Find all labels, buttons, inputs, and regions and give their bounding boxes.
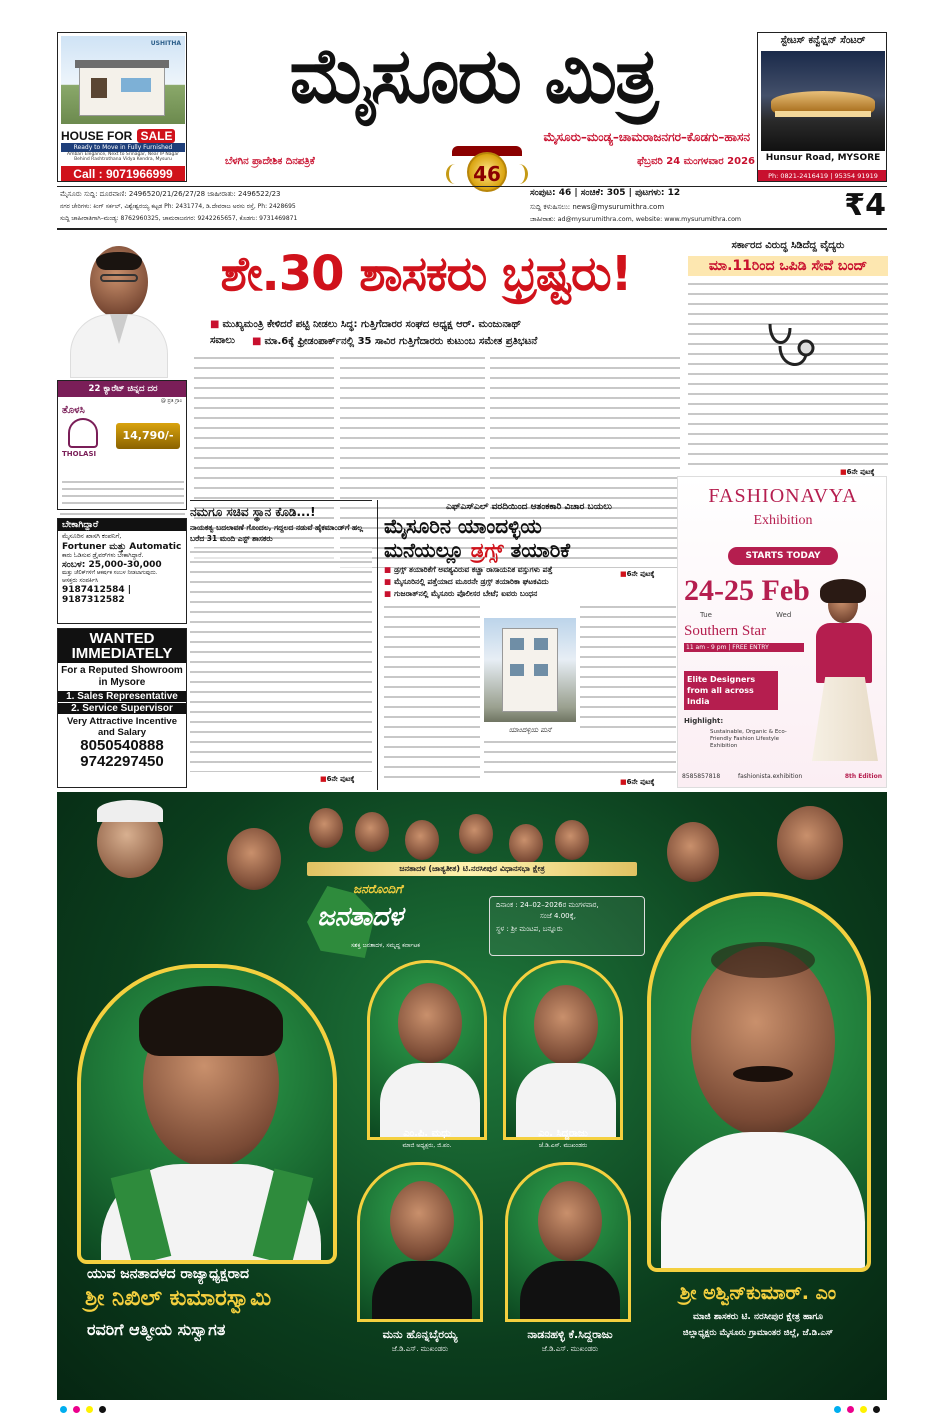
volume-line: ಸಂಪುಟ: 46 | ಸಂಚಿಕೆ: 305 | ಪುಟಗಳು: 12 — [530, 188, 681, 198]
jds-party-line: ಜನತಾದಳ (ಜಾತ್ಯತೀತ) ಟಿ.ನರಸೀಪುರ ವಿಧಾನಸಭಾ ಕ್ಷೇತ್ರ — [307, 862, 637, 876]
jds-banner — [57, 792, 887, 1400]
convention-phone: Ph: 0821-2416419 | 95354 91919 — [758, 170, 887, 182]
fashion-highlight: Highlight: — [684, 717, 724, 725]
janatadala-logo: ಜನರೊಂದಿಗೆ ಜನತಾದಳ ಸಶಕ್ತ ಜನತಾದಳ, ಸಮೃದ್ಧ ಕರ್ನಾಟಕ — [307, 880, 487, 962]
event-date: ದಿನಾಂಕ : 24–02–2026ರ ಮಂಗಳವಾರ, — [496, 901, 599, 909]
left-name: ಶ್ರೀ ನಿಖಿಲ್ ಕುಮಾರಸ್ವಾಮಿ — [85, 1286, 272, 1311]
fashion-phone[interactable]: 8585857818 — [682, 773, 721, 780]
registration-marks-left — [60, 1406, 150, 1414]
candidate-1-role: ಮಾಜಿ ಅಧ್ಯಕ್ಷರು, ಜಿ.ಪಂ. — [402, 1142, 452, 1149]
fashion-day-1: Tue — [700, 611, 712, 619]
candidate-4-name: ನಾಡನಹಳ್ಳಿ ಕೆ.ಸಿದ್ದರಾಜು — [527, 1328, 613, 1341]
jobs-line-2: Fortuner ಮತ್ತು Automatic — [62, 542, 182, 552]
jobs-phones[interactable]: 9187412584 | 9187312582 — [62, 585, 132, 605]
drugs-photo-caption: ಯಾಂದಳ್ಳಿಯ ಮನೆ — [508, 726, 552, 734]
event-info — [489, 896, 645, 956]
fashion-ad[interactable] — [677, 476, 887, 788]
anniversary-badge — [446, 146, 528, 196]
convention-photo — [761, 51, 885, 151]
wanted-incentive: Very Attractive Incentive and Salary — [66, 716, 177, 738]
gold-rate-unit: @ ಪ್ರತಿ ಗ್ರಾಂ — [160, 398, 182, 404]
drugs-body-col-2 — [580, 603, 676, 733]
jobs-ad[interactable] — [57, 518, 187, 624]
anniversary-number: 46 — [467, 152, 507, 192]
jobs-title: ಬೇಕಾಗಿದ್ದಾರೆ — [58, 519, 187, 531]
event-time: ಸಂಜೆ 4.00ಕ್ಕೆ, — [540, 912, 576, 920]
drugs-body-col-1 — [384, 603, 480, 778]
fashion-time: 11 am - 9 pm | FREE ENTRY — [684, 643, 804, 652]
fashion-brand: FASHIONAVYA — [708, 485, 858, 507]
drugs-body-bottom — [484, 738, 676, 776]
fashion-day-2: Wed — [776, 611, 792, 619]
candidate-4 — [505, 1162, 631, 1322]
left-title: ಯುವ ಜನತಾದಳದ ರಾಜ್ಯಾಧ್ಯಕ್ಷರಾದ — [87, 1266, 250, 1282]
wanted-ad[interactable] — [57, 628, 187, 788]
candidate-4-role: ಜೆ.ಡಿ.ಎಸ್. ಮುಖಂಡರು — [541, 1345, 599, 1353]
house-sale-photo — [61, 36, 185, 124]
left-welcome: ರವರಿಗೆ ಆತ್ಮೀಯ ಸುಸ್ವಾಗತ — [87, 1320, 226, 1339]
gold-price: 14,790/- — [116, 423, 180, 449]
fashion-highlight-text: Sustainable, Organic & Eco-Friendly Fashion Lifestyle Exhibition — [710, 729, 787, 749]
opd-kicker: ಸರ್ಕಾರದ ವಿರುದ್ಧ ಸಿಡಿದೆದ್ದ ವೈದ್ಯರು — [731, 240, 845, 251]
drugs-photo — [484, 618, 576, 722]
ushitha-logo: USHITHA — [150, 40, 181, 47]
candidate-2-role: ಜೆ.ಡಿ.ಎಸ್. ಮುಖಂಡರು — [538, 1142, 588, 1149]
right-name: ಶ್ರೀ ಅಶ್ವಿನ್‌ಕುಮಾರ್. ಎಂ — [679, 1282, 837, 1304]
gold-address — [62, 479, 184, 507]
tholasi-logo: ತೊಳಸಿ THOLASI — [62, 405, 97, 458]
drugs-point-3: ■ ಗುಜರಾತ್‌ನಲ್ಲಿ ಮೈಸೂರು ಪೊಲೀಸರ ಬೇಟೆ; ಐವರು ಬಂಧನ — [384, 589, 674, 599]
wanted-phone-1[interactable]: 8050540888 — [80, 737, 164, 754]
gold-rate-ad[interactable] — [57, 380, 187, 510]
jobs-line-1: ಮೈಸೂರಿನ ಖಾಸಗಿ ಕಂಪನಿಗೆ, — [62, 532, 122, 540]
leader-photo-3 — [667, 822, 719, 882]
lead-subhead-1b: ಸವಾಲು — [210, 335, 235, 346]
minister-sub: ನಾಯಕತ್ವ ಬದಲಾವಣೆ ಗೊಂದಲ, ಗದ್ದಲದ ನಡುವೆ ಹೈಕಮಾಂಡ್‌ಗೆ ಹಲ್ಲ ಬರೆದ 31 ಮಂದಿ ಎಸ್ಟ್ ಶಾಸಕರು — [190, 523, 363, 543]
gold-rate-title: 22 ಕ್ಯಾರೆಟ್ ಚಿನ್ನದ ದರ — [58, 381, 187, 397]
phones-line-3: ಸುದ್ದಿ ಚಾಹೀರಾತಿಗಾಗಿ–ಮಂಡ್ಯ: 8762960325, ಚಾಮರಾಜನಗರ: 9242265657, ಕೊಡಗು: 9731469871 — [60, 215, 298, 222]
drugs-point-2: ■ ಮೈಸೂರಿನಲ್ಲಿ ಪತ್ತೆಯಾದ ಮೂರನೇ ಡ್ರಗ್ಸ್ ತಯಾರಿಕಾ ಘಟಕವಿದು — [384, 577, 674, 587]
house-call[interactable]: Call : 9071966999 — [61, 166, 185, 182]
leader-photo-row — [309, 800, 609, 870]
right-role-1: ಮಾಜಿ ಶಾಸಕರು ಟಿ. ನರಸೀಪುರ ಕ್ಷೇತ್ರ ಹಾಗೂ — [692, 1312, 824, 1322]
minister-body — [190, 548, 372, 772]
jobs-line-5: ಆಸಕ್ತರು ಸಂಪರ್ಕಿಸಿ — [62, 577, 99, 584]
candidate-2 — [503, 960, 623, 1140]
jobs-salary: ಸಂಬಳ: 25,000-30,000 — [62, 560, 162, 570]
house-tagline: Ready to Move in Fully Furnished — [61, 143, 185, 152]
lead-subhead-2: ■ ಮಾ.6ಕ್ಕೆ ಫ್ರೀಡಂಪಾರ್ಕ್‌ನಲ್ಲಿ 35 ಸಾವಿರ ಗುತ್ತಿಗೆದಾರರು ಕುಟುಂಬ ಸಮೇತ ಪ್ರತಿಭಟನೆ — [252, 335, 682, 349]
fashion-edition: 8th Edition — [844, 773, 882, 780]
lead-headline: ಶೇ.30 ಶಾಸಕರು ಭ್ರಷ್ಟರು! — [220, 246, 632, 302]
right-role-2: ಜಿಲ್ಲಾಧ್ಯಕ್ಷರು ಮೈಸೂರು ಗ್ರಾಮಾಂತರ ಜಿಲ್ಲೆ, ಜೆ.ಡಿ.ಎಸ್ — [682, 1328, 834, 1338]
house-address: Ambari Elegance, Next to Srinagar, Near IP Nagar Behind Rashtrothana Vidya Kendra, Mysuru — [66, 152, 180, 162]
event-place: ಸ್ಥಳ : ಶ್ರೀ ಮಂಟಪ, ಬನ್ನೂರು — [496, 925, 563, 933]
leader-photo-2 — [227, 828, 281, 890]
stethoscope-icon — [760, 318, 820, 378]
convention-place: Hunsur Road, MYSORE — [765, 153, 881, 163]
minister-headline: ನಮಗೂ ಸಚಿವ ಸ್ಥಾನ ಕೊಡಿ...! — [190, 505, 316, 519]
house-for-label: HOUSE FOR — [61, 129, 133, 143]
convention-ad[interactable] — [757, 32, 887, 182]
masthead-type: ಬೆಳಗಿನ ಪ್ರಾದೇಶಿಕ ದಿನಪತ್ರಿಕೆ — [225, 156, 315, 167]
lead-continued[interactable]: ■6ನೇ ಪುಟಕ್ಕೆ — [620, 570, 655, 578]
wanted-role-2: 2. Service Supervisor — [58, 703, 186, 714]
drugs-headline-1: ಮೈಸೂರಿನ ಯಾಂದಳ್ಳಿಯ — [384, 514, 542, 538]
candidate-2-name: ಎಂ. ಸಿದ್ದರಾಜು — [538, 1128, 588, 1139]
web-line: ಜಾಹೀರಾತು: ad@mysurumithra.com, website: www.mysurumithra.com — [530, 216, 742, 223]
fashion-designers: Elite Designers from all across India — [684, 671, 778, 710]
drugs-continued[interactable]: ■6ನೇ ಪುಟಕ್ಕೆ — [620, 778, 655, 786]
sale-badge: SALE — [137, 129, 175, 143]
lead-subhead-1: ■ ಮುಖ್ಯಮಂತ್ರಿ ಕೇಳಿದರೆ ಪಟ್ಟಿ ನೀಡಲು ಸಿದ್ಧ: ಗುತ್ತಿಗೆದಾರರ ಸಂಘದ ಅಧ್ಯಕ್ಷ ಆರ್. ಮಂಜುನಾಥ್ — [210, 318, 680, 332]
jobs-line-4: ಮತ್ತು ಚೆಲಿಕ್‌ಗಳಿಗೆ ಆಕರ್ಷಕ ಸಂಬಳ ನೀಡಲಾಗುವುದು. — [62, 570, 158, 576]
phones-line-1: ಮೈಸೂರು ಸುದ್ದಿ: ದೂರವಾಣಿ: 2496520/21/26/27/28 ಜಾಹೀರಾತು: 2496522/23 — [60, 190, 281, 198]
registration-marks-right — [790, 1406, 880, 1414]
fashion-venue: Southern Star — [684, 623, 767, 639]
fashion-dates: 24-25 Feb — [684, 574, 810, 607]
opd-headline: ಮಾ.11ರಿಂದ ಒಪಿಡಿ ಸೇವೆ ಬಂದ್ — [688, 256, 888, 276]
candidate-3-role: ಜೆ.ಡಿ.ಎಸ್. ಮುಖಂಡರು — [391, 1345, 449, 1353]
fashion-starts: STARTS TODAY — [728, 547, 838, 565]
masthead-title: ಮೈಸೂರು ಮಿತ್ರ — [289, 31, 657, 120]
masthead-date: ಫೆಬ್ರವರಿ 24 ಮಂಗಳವಾರ 2026 — [637, 156, 755, 167]
drugs-headline-2: ಮನೆಯಲ್ಲೂ ಡ್ರಗ್ಸ್ ತಯಾರಿಕೆ — [384, 538, 571, 562]
house-sale-ad[interactable] — [57, 32, 187, 182]
price: ₹4 — [844, 188, 886, 223]
masthead-regions: ಮೈಸೂರು–ಮಂಡ್ಯ–ಚಾಮರಾಜನಗರ–ಕೊಡಗು–ಹಾಸನ — [543, 130, 750, 144]
wanted-phone-2[interactable]: 9742297450 — [80, 753, 164, 770]
jobs-line-3: ಕಾರು ಓಡಿಸುವ ಡ್ರೈವರ್‌ಗಳು ಬೇಕಾಗಿದ್ದಾರೆ. — [62, 552, 144, 559]
lead-photo — [62, 240, 172, 378]
candidate-3 — [357, 1162, 483, 1322]
drugs-point-1: ■ ಡ್ರಗ್ಸ್ ತಯಾರಿಕೆಗೆ ಅವಶ್ಯವಿರುವ ಕಚ್ಚಾ ರಾಸಾಯನಿಕ ವಸ್ತುಗಳು ಪತ್ತೆ — [384, 565, 674, 575]
drugs-kicker: ಎಫ್ಎಸ್ಎಲ್ ವರದಿಯಿಂದ ಆತಂಕಕಾರಿ ವಿಚಾರ ಬಯಲು — [446, 502, 612, 512]
opd-continued[interactable]: ■6ನೇ ಪುಟಕ್ಕೆ — [840, 468, 875, 476]
wanted-sub: For a Reputed Showroom in Mysore — [61, 665, 183, 688]
leader-photo-kumaraswamy — [777, 806, 843, 880]
candidate-3-name: ಮನು ಹೊನ್ನಬೈರಯ್ಯ — [382, 1328, 458, 1341]
portrait-nikhil — [77, 964, 337, 1264]
fashion-web: fashionista.exhibition — [738, 773, 803, 780]
fashion-event: Exhibition — [753, 513, 813, 528]
wanted-role-1: 1. Sales Representative — [58, 691, 186, 702]
email-line: ಸುದ್ದಿ ಕಳುಹಿಸಲು: news@mysurumithra.com — [530, 203, 665, 211]
minister-continued[interactable]: ■6ನೇ ಪುಟಕ್ಕೆ — [320, 775, 355, 783]
candidate-1-name: ಎಂ.ಪಿ. ಮಧು — [403, 1128, 451, 1139]
fashion-model — [806, 573, 886, 763]
convention-title: ಸ್ಟೇಟಸ್ ಕನ್ವೆನ್ಷನ್ ಸೆಂಟರ್ — [780, 35, 866, 46]
portrait-ashwin — [647, 892, 871, 1272]
candidate-1 — [367, 960, 487, 1140]
wanted-title: WANTED IMMEDIATELY — [58, 629, 186, 663]
phones-line-2: ನಗರ ಚೇರಿಗಳು: ಕಿಂಗ್ ಸರ್ಕಲ್, ವಿಶ್ವೇಶ್ವರಯ್ಯ ಕಟ್ಟಡ Ph: 2431774, ಡಿ.ದೇವರಾಜ ಅರಸು ರಸ್ತೆ, Ph: 2428695 — [60, 203, 296, 210]
